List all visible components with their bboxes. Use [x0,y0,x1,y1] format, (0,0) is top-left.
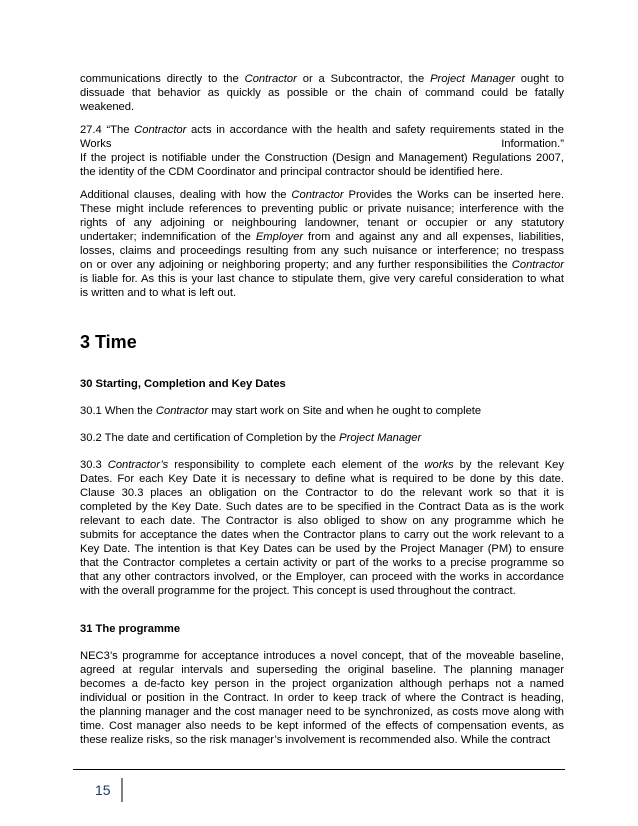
page-footer [73,776,123,804]
text-line: Key Date. The intention is that Key Dates can be used by the Project Manager (PM) to ensure [80,543,564,555]
text-line: agreed at regular intervals and superseding the original baseline. The planning manager [80,664,564,676]
text-line: undertaker; indemnification of the Employer from and against any and all expenses, liabilities, [80,231,564,243]
text-line: losses, claims and proceedings resulting from any such nuisance or interference; no trespass [80,245,564,257]
text-line: weakened. [80,101,135,113]
paragraph-30-2 [80,431,564,445]
text-line: becomes a de-facto key person in the project organization although perhaps not a named [80,678,564,690]
text-line: the planning manager and the cost manager need to be synchronized, as costs move along with [80,706,564,718]
text-line: These might include references to preventing public or private nuisance; interference with the [80,203,564,215]
text-line: Additional clauses, dealing with how the Contractor Provides the Works can be inserted here. [80,189,564,201]
paragraph-additional-clauses [80,188,564,300]
text-line: is liable for. As this is your last chance to stipulate them, give very careful consideration to what [80,273,564,285]
text-line: on or over any adjoining or neighboring property; and any further responsibilities the Contractor [80,259,564,271]
text-line: Clause 30.3 places an obligation on the Contractor to do the relevant work so that it is [80,487,564,499]
paragraph-communications [80,72,564,114]
text-line: that any other contractors involved, or the Employer, can proceed with the works in accordance [80,571,564,583]
paragraph-30-3 [80,458,564,598]
text-line: Dates. For each Key Date it is necessary to define what is required to be done by this date. [80,473,564,485]
paragraph-30-1 [80,404,564,418]
text-line: Works Information.” [80,138,564,150]
footer-rule [73,769,565,770]
subheading-31: 31 The programme [80,623,181,635]
text-line: rights of any adjoining or neighbouring landowner, tenant or occupier or any statutory [80,217,564,229]
footer-divider [121,778,123,802]
paragraph-31 [80,649,564,747]
text-line: 27.4 “The Contractor acts in accordance with the health and safety requirements stated in the [80,124,564,136]
text-line: 30.2 The date and certification of Completion by the Project Manager [80,432,422,444]
text-line: that the Contractor completes a certain activity or part of the works to a precise programme so [80,557,564,569]
text-line: NEC3’s programme for acceptance introduces a novel concept, that of the moveable baseline, [80,650,564,662]
text-line: If the project is notifiable under the Construction (Design and Management) Regulations 2007, [80,152,564,164]
page-number: 15 [95,782,111,798]
page-body [80,72,564,756]
text-line: completed by the Key Date. Such dates are to be specified in the Contract Data as is the work [80,501,564,513]
text-line: 30.1 When the Contractor may start work on Site and when he ought to complete [80,405,482,417]
subheading-30: 30 Starting, Completion and Key Dates [80,378,286,390]
text-line: time. Cost manager also needs to be kept informed of the effects of compensation events, as [80,720,564,732]
text-line: submits for acceptance the dates when the Contractor plans to carry out the work relevant to a [80,529,564,541]
text-line: is written and to what is left out. [80,287,237,299]
text-line: communications directly to the Contractor or a Subcontractor, the Project Manager ought to [80,73,564,85]
section-heading-time: 3 Time [80,332,137,352]
text-line: these realize risks, so the risk manager’s involvement is recommended also. While the contract [80,734,551,746]
text-line: individual or position in the Contract. In order to keep track of where the Contract is heading, [80,692,564,704]
text-line: relevant to each date. The Contractor is also obliged to show on any programme which he [80,515,564,527]
text-line: the identity of the CDM Coordinator and principal contractor should be identified here. [80,166,503,178]
text-line: 30.3 Contractor’s responsibility to complete each element of the works by the relevant Key [80,459,564,471]
text-line: dissuade that behavior as quickly as possible or the chain of command could be fatally [80,87,564,99]
text-line: with the overall programme for the project. This concept is used throughout the contract. [80,585,516,597]
paragraph-27-4 [80,123,564,179]
